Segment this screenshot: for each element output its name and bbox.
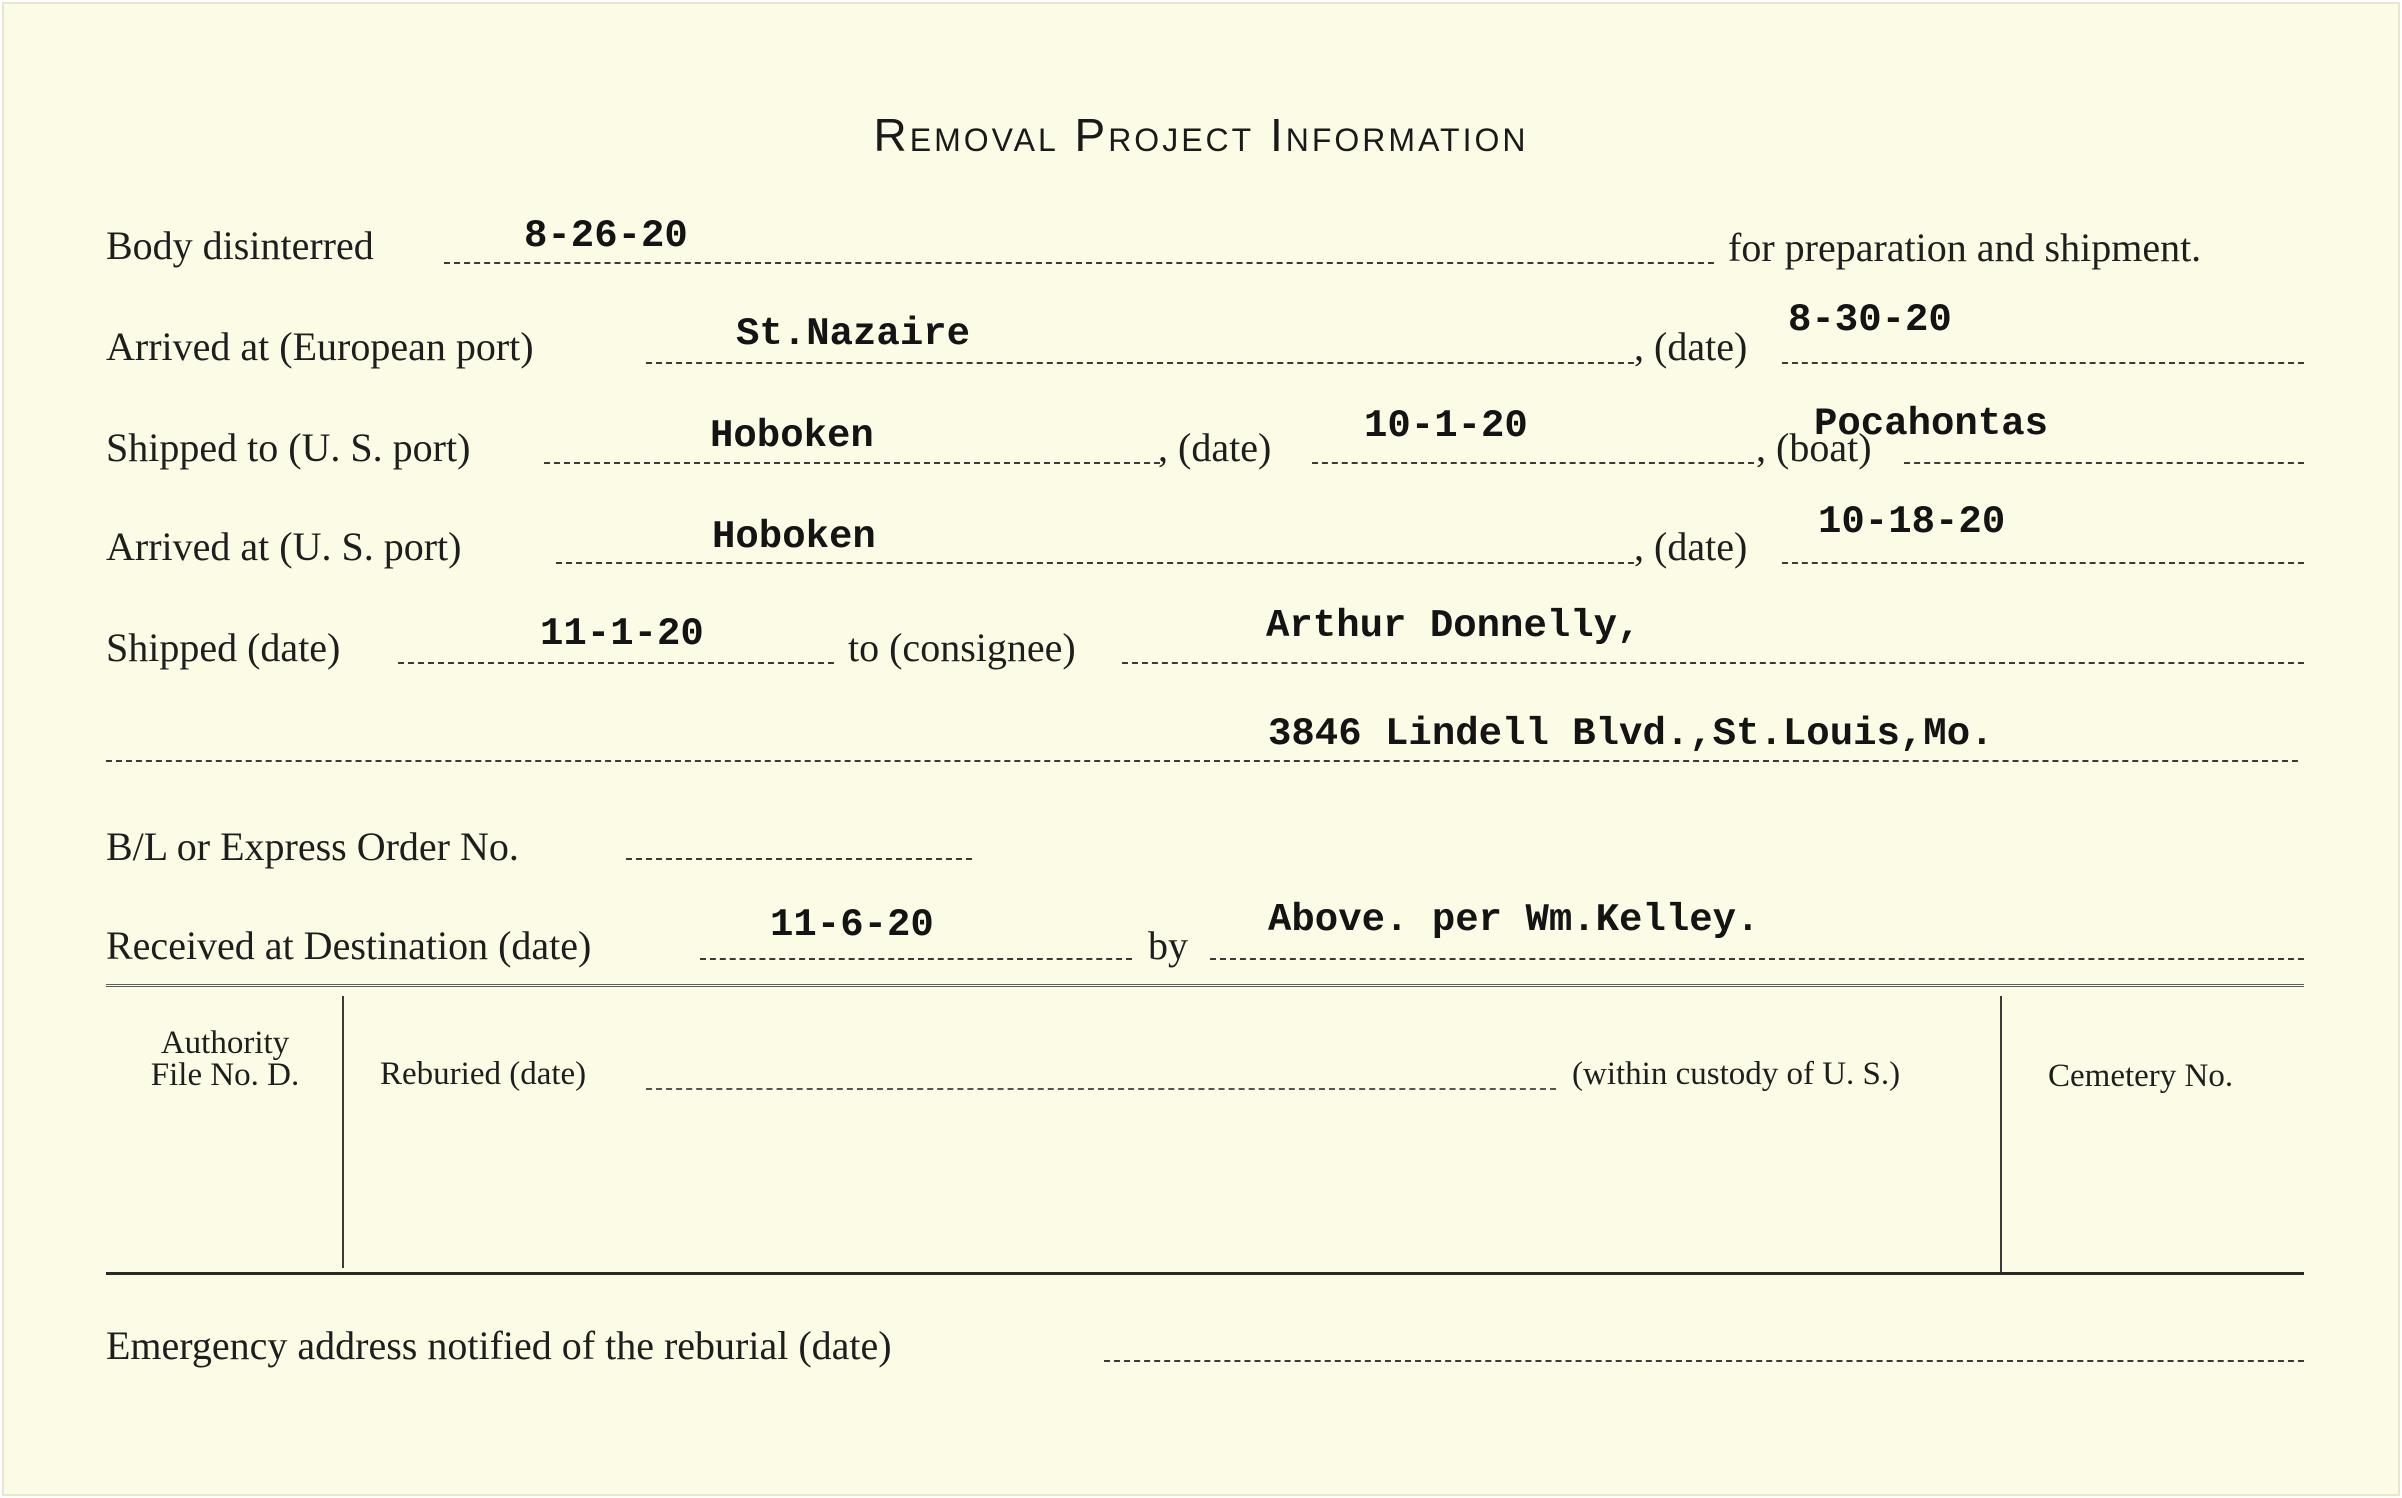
bl-label: B/L or Express Order No.: [106, 824, 519, 869]
emergency-notified-line: [1104, 1360, 2304, 1362]
authority-label: Authority: [160, 1025, 290, 1061]
shipped-to-date: 10-1-20: [1364, 404, 1528, 448]
received-by: Above. per Wm.Kelley.: [1268, 898, 1760, 942]
shipped-date-line: [398, 662, 834, 664]
shipped-to-port: Hoboken: [710, 414, 874, 458]
received-date: 11-6-20: [770, 903, 934, 947]
us-port-date-line: [1782, 562, 2304, 564]
us-port-date: 10-18-20: [1818, 500, 2006, 544]
table-divider-right: [2000, 996, 2002, 1274]
consignee-label: to (consignee): [848, 625, 1076, 670]
received-label: Received at Destination (date): [106, 923, 592, 968]
shipped-to-line: [544, 462, 1160, 464]
shipped-to-label: Shipped to (U. S. port): [106, 425, 471, 470]
file-no-label: File No. D.: [150, 1057, 300, 1093]
boat-name: Pocahontas: [1814, 402, 2049, 446]
european-port-label: Arrived at (European port): [106, 324, 534, 369]
shipped-date-label: Shipped (date): [106, 625, 341, 670]
card-title: Removal Project Information: [873, 109, 1529, 161]
european-port-date: 8-30-20: [1788, 298, 1952, 342]
boat-line: [1904, 462, 2304, 464]
shipped-to-date-label: , (date): [1158, 425, 1272, 470]
table-top-rule: [106, 984, 2304, 991]
shipped-date: 11-1-20: [540, 612, 704, 656]
reburied-label: Reburied (date): [380, 1056, 587, 1092]
disinterred-suffix: for preparation and shipment.: [1728, 225, 2202, 270]
european-port-date-line: [1782, 362, 2304, 364]
consignee-address: 3846 Lindell Blvd.,St.Louis,Mo.: [1268, 712, 1994, 756]
custody-label: (within custody of U. S.): [1572, 1056, 1901, 1092]
emergency-notified-label: Emergency address notified of the reburial (date): [106, 1323, 892, 1368]
address-line: [106, 760, 2298, 762]
us-port-name: Hoboken: [712, 515, 876, 559]
received-by-line: [1210, 958, 2304, 960]
received-date-line: [700, 958, 1132, 960]
consignee-line: [1122, 662, 2304, 664]
disinterred-label: Body disinterred: [106, 223, 374, 268]
bl-line: [626, 858, 972, 860]
received-by-label: by: [1148, 923, 1188, 968]
european-port-line: [646, 362, 1634, 364]
us-port-label: Arrived at (U. S. port): [106, 524, 462, 569]
cemetery-no-label: Cemetery No.: [2048, 1058, 2234, 1094]
boat-label: , (boat): [1756, 425, 1872, 470]
table-divider-left: [342, 996, 344, 1268]
european-port-name: St.Nazaire: [736, 312, 971, 356]
disinterred-date: 8-26-20: [524, 214, 688, 258]
table-bottom-rule: [106, 1272, 2304, 1275]
us-port-line: [556, 562, 1634, 564]
disinterred-line: [444, 262, 1714, 264]
european-port-date-label: , (date): [1634, 324, 1748, 369]
shipped-to-date-line: [1312, 462, 1754, 464]
us-port-date-label: , (date): [1634, 524, 1748, 569]
reburied-line: [646, 1088, 1556, 1090]
consignee-name: Arthur Donnelly,: [1266, 604, 1641, 648]
